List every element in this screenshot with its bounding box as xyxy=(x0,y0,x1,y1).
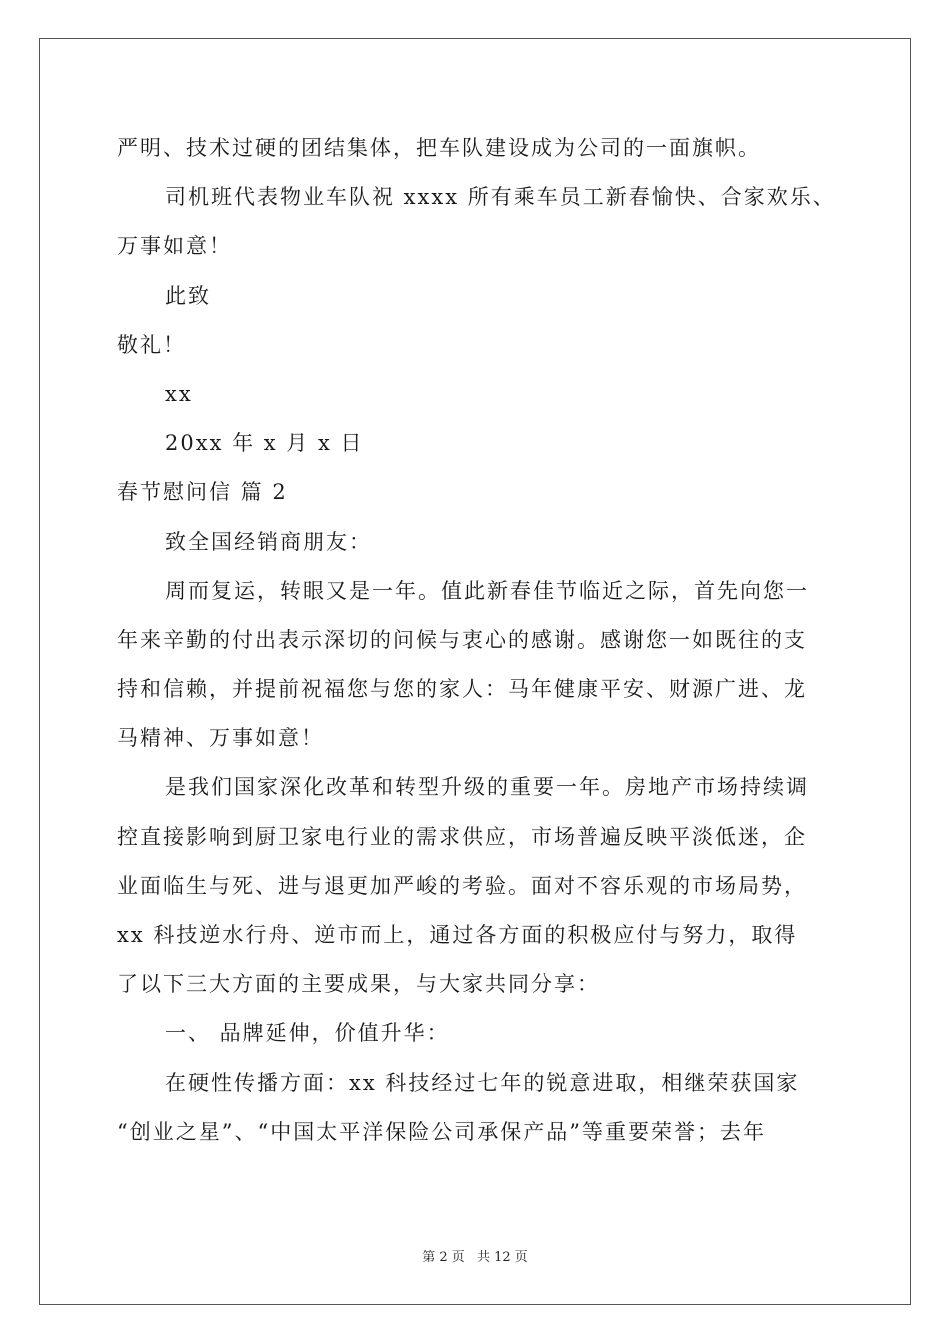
text-line: 马精神、万事如意！ xyxy=(117,726,324,751)
text-line: 年来辛勤的付出表示深切的问候与衷心的感谢。感谢您一如既往的支 xyxy=(117,627,807,652)
text-line: 持和信赖，并提前祝福您与您的家人：马年健康平安、财源广进、龙 xyxy=(117,677,807,702)
text-line: 司机班代表物业车队祝 xxxx 所有乘车员工新春愉快、合家欢乐、 xyxy=(165,185,836,210)
page-number: 第 2 页 xyxy=(422,1250,465,1265)
text-line: 万事如意！ xyxy=(117,234,232,259)
section-heading: 春节慰问信 篇 2 xyxy=(117,480,288,505)
date-line: 20xx 年 x 月 x 日 xyxy=(165,431,364,456)
recipient-line: 致全国经销商朋友： xyxy=(165,529,372,554)
text-line: 是我们国家深化改革和转型升级的重要一年。房地产市场持续调 xyxy=(165,775,809,800)
text-line: 严明、技术过硬的团结集体，把车队建设成为公司的一面旗帜。 xyxy=(117,136,761,160)
document-body xyxy=(117,124,837,1157)
salutation: 敬礼！ xyxy=(117,332,186,357)
text-line: 了以下三大方面的主要成果，与大家共同分享： xyxy=(117,972,600,997)
text-line: 在硬性传播方面：xx 科技经过七年的锐意进取，相继荣获国家 xyxy=(165,1070,800,1095)
page-footer xyxy=(0,1246,950,1265)
page-total: 共 12 页 xyxy=(476,1250,528,1265)
subsection-heading: 一、 品牌延伸，价值升华： xyxy=(165,1021,450,1046)
text-line: xx 科技逆水行舟、逆市而上，通过各方面的积极应付与努力，取得 xyxy=(117,923,798,947)
text-line: “创业之星”、“中国太平洋保险公司承保产品”等重要荣誉；去年 xyxy=(117,1119,766,1144)
signature: xx xyxy=(165,381,193,406)
text-line: 业面临生与死、进与退更加严峻的考验。面对不容乐观的市场局势， xyxy=(117,873,807,898)
closing-phrase: 此致 xyxy=(165,283,211,308)
text-line: 周而复运，转眼又是一年。值此新春佳节临近之际，首先向您一 xyxy=(165,578,809,603)
text-line: 控直接影响到厨卫家电行业的需求供应，市场普遍反映平淡低迷，企 xyxy=(117,824,807,849)
